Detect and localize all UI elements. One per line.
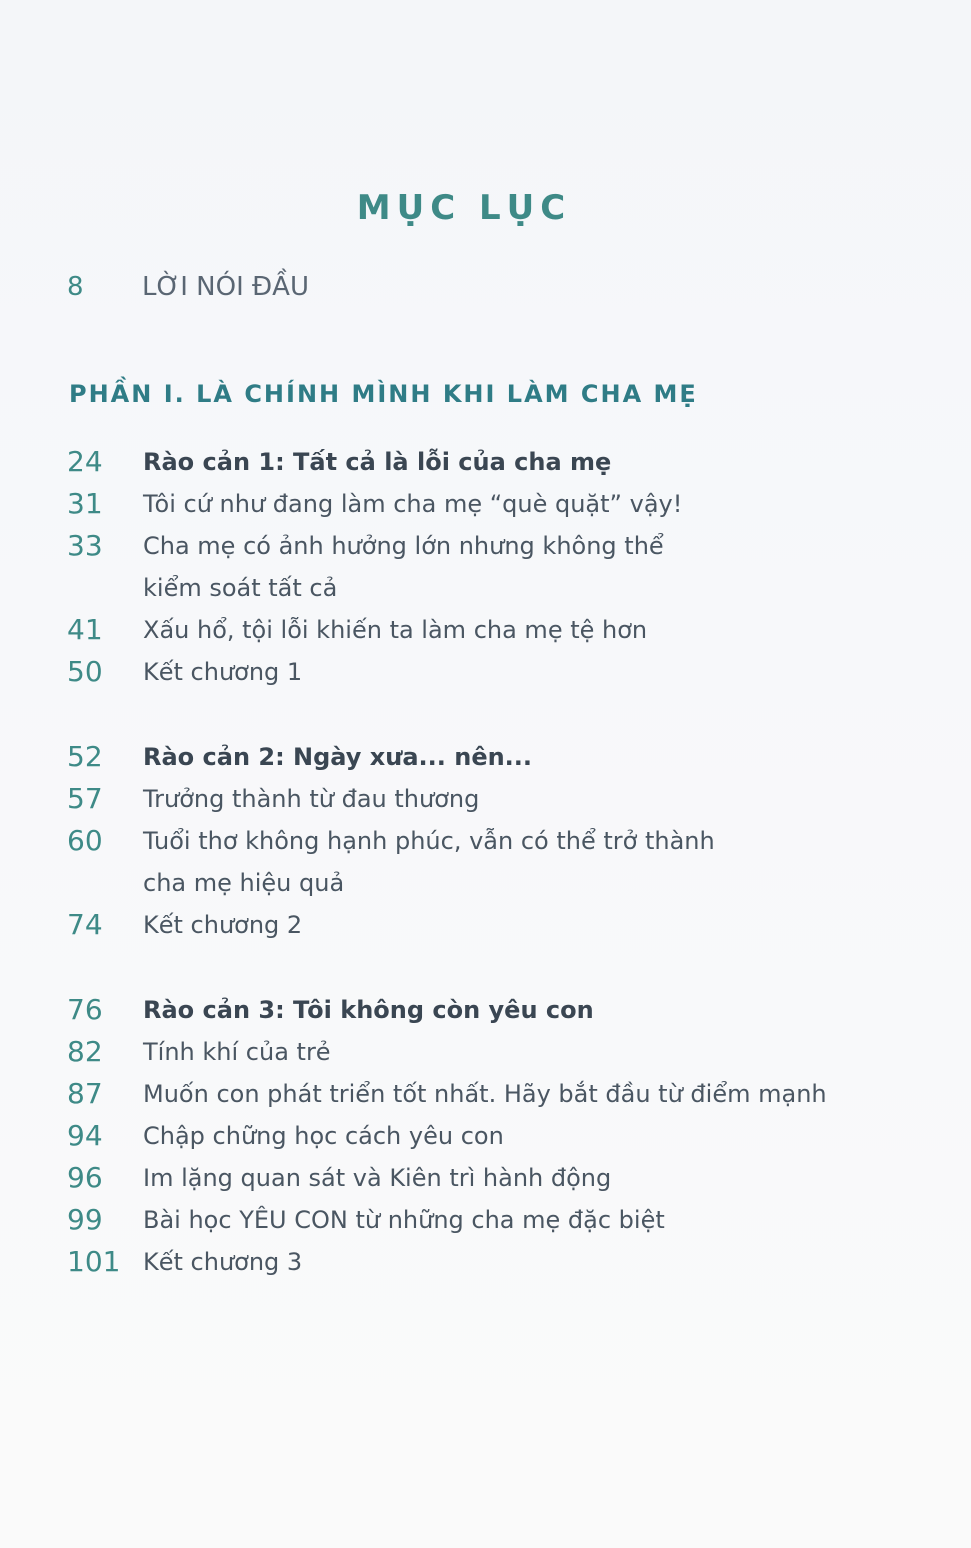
toc-entry-chapter-2[interactable] [67, 736, 947, 778]
entry-label: Tôi cứ như đang làm cha mẹ “què quặt” vậy! [143, 490, 683, 518]
entry-page-number: 74 [67, 908, 103, 941]
toc-entry[interactable] [67, 1157, 947, 1199]
toc-entry[interactable] [67, 1115, 947, 1157]
toc-entry[interactable] [67, 609, 947, 651]
toc-entry[interactable] [67, 651, 947, 693]
entry-page-number: 50 [67, 655, 103, 688]
entry-page-number: 52 [67, 740, 103, 773]
entry-label-continued: cha mẹ hiệu quả [143, 869, 345, 897]
entry-label: Rào cản 3: Tôi không còn yêu con [143, 996, 594, 1024]
entry-label: Chập chững học cách yêu con [143, 1122, 504, 1150]
intro-page-number: 8 [67, 272, 84, 302]
entry-label: Trưởng thành từ đau thương [143, 785, 480, 813]
entry-page-number: 96 [67, 1161, 103, 1194]
entry-page-number: 101 [67, 1245, 121, 1278]
entry-label: Xấu hổ, tội lỗi khiến ta làm cha mẹ tệ hơn [143, 616, 648, 644]
entry-label: Cha mẹ có ảnh hưởng lớn nhưng không thể [143, 532, 664, 560]
page-title: MỤC LỤC [356, 188, 572, 228]
entry-page-number: 76 [67, 993, 103, 1026]
entry-page-number: 57 [67, 782, 103, 815]
toc-entry[interactable] [67, 904, 947, 946]
entry-label: Bài học YÊU CON từ những cha mẹ đặc biệt [143, 1206, 665, 1234]
toc-intro-row[interactable] [67, 272, 309, 302]
entry-page-number: 31 [67, 487, 103, 520]
toc-entry[interactable] [67, 525, 947, 609]
entry-page-number: 82 [67, 1035, 103, 1068]
toc-entry[interactable] [67, 1241, 947, 1283]
entry-label-wrap [143, 525, 664, 609]
entry-label: Rào cản 2: Ngày xưa... nên... [143, 743, 533, 771]
toc-entry-chapter-3[interactable] [67, 989, 947, 1031]
entry-label: Kết chương 1 [143, 658, 303, 686]
toc-entry[interactable] [67, 1073, 947, 1115]
entry-page-number: 41 [67, 613, 103, 646]
toc-entry[interactable] [67, 1031, 947, 1073]
toc-entry[interactable] [67, 1199, 947, 1241]
entry-page-number: 94 [67, 1119, 103, 1152]
entry-label: Im lặng quan sát và Kiên trì hành động [143, 1164, 612, 1192]
entry-page-number: 24 [67, 445, 103, 478]
entry-label: Rào cản 1: Tất cả là lỗi của cha mẹ [143, 448, 612, 476]
toc-entry-chapter-1[interactable] [67, 441, 947, 483]
intro-label: LỜI NÓI ĐẦU [142, 272, 309, 302]
entry-label: Kết chương 3 [143, 1248, 303, 1276]
entry-page-number: 87 [67, 1077, 103, 1110]
toc-entry[interactable] [67, 820, 947, 904]
entry-label-wrap [143, 820, 715, 904]
entry-label: Tuổi thơ không hạnh phúc, vẫn có thể trở thành [143, 827, 715, 855]
entry-label-continued: kiểm soát tất cả [143, 574, 338, 602]
toc-entry[interactable] [67, 778, 947, 820]
entry-label: Tính khí của trẻ [143, 1038, 331, 1066]
entry-page-number: 60 [67, 824, 103, 857]
toc-entry[interactable] [67, 483, 947, 525]
entry-page-number: 99 [67, 1203, 103, 1236]
entry-label: Kết chương 2 [143, 911, 303, 939]
entry-label: Muốn con phát triển tốt nhất. Hãy bắt đầu từ điểm mạnh [143, 1080, 827, 1108]
entry-page-number: 33 [67, 529, 103, 562]
part-heading: PHẦN I. LÀ CHÍNH MÌNH KHI LÀM CHA MẸ [69, 380, 698, 408]
